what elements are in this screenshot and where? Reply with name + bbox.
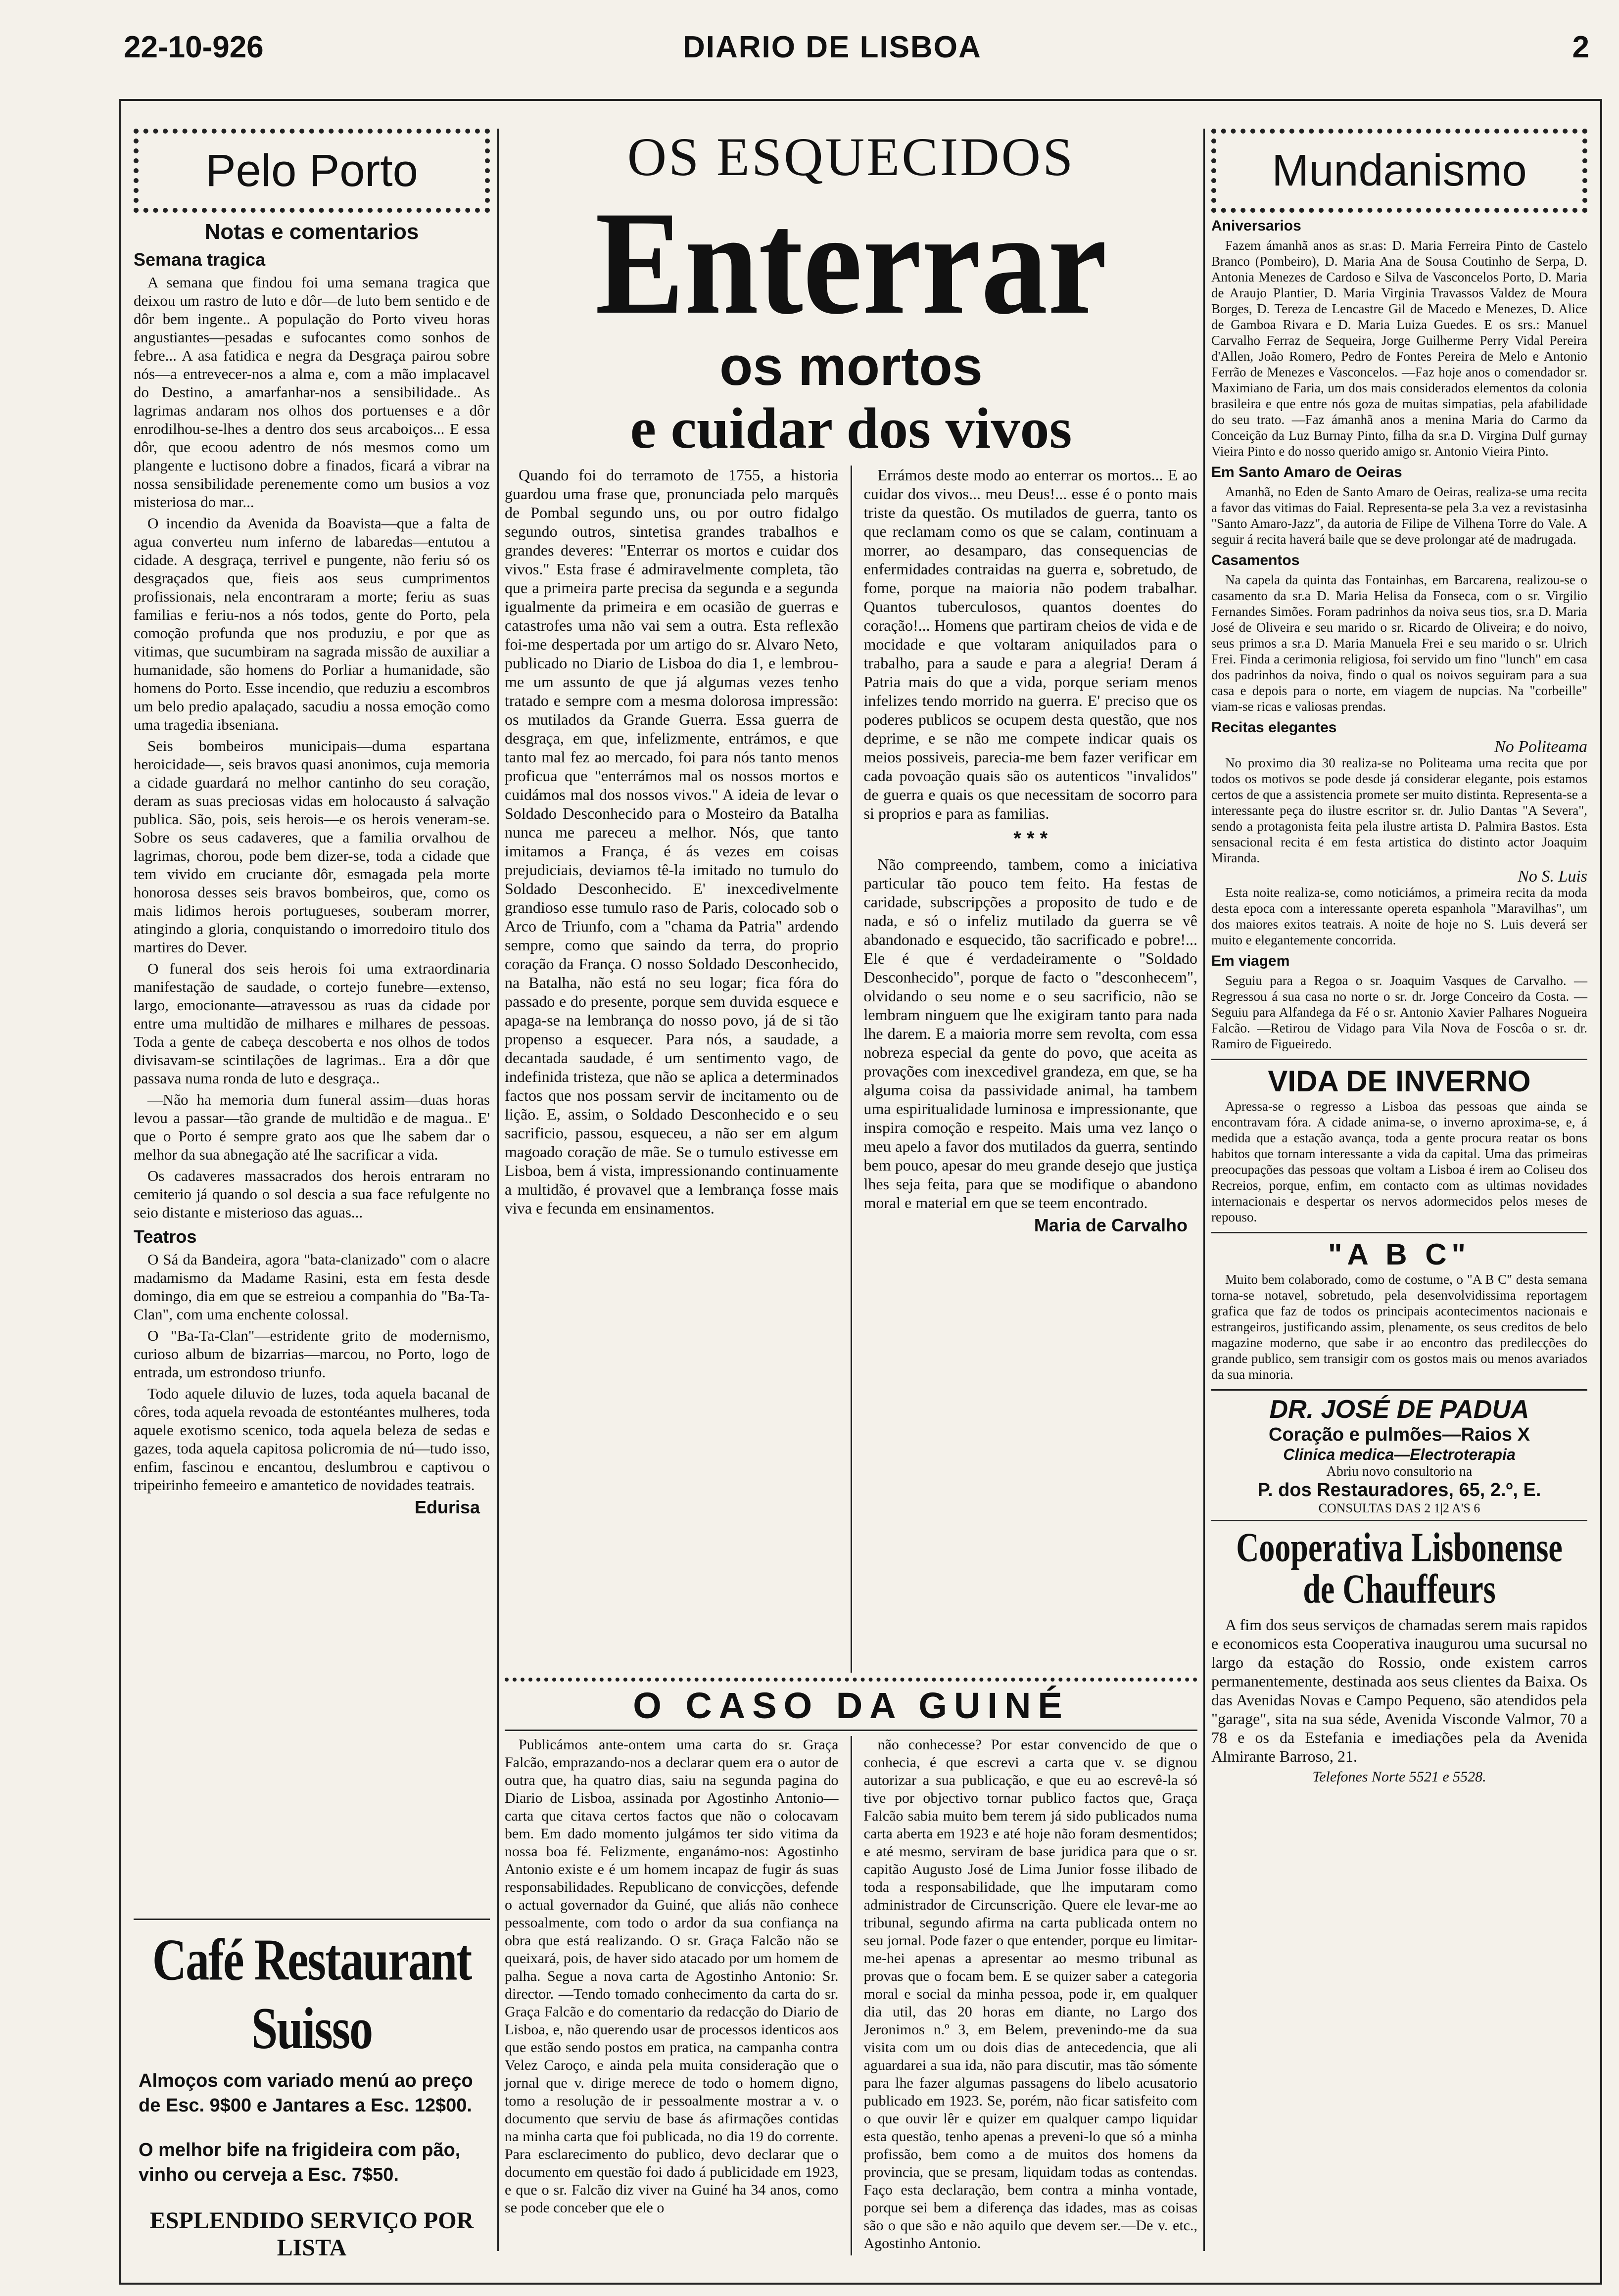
paragraph: O incendio da Avenida da Boavista—que a falta de agua converteu num inferno de labaredas—entutou a cidade. A desgraça, terrivel e pungente, não feriu só os desgraçados que, fieis aos seus cumprimentos profissionais, nela encontraram a morte; feriu as suas familias e feriu-nos a nós todos, gente do Porto, pela comoção profunda que nos produziu, e por que as vitimas, que sucumbiram na sagrada missão de auxiliar a humanidade, são homens do Porliar a humanidade, são homens do Porto. Esse incendio, que reduziu a escombros um belo predio apalaçado, sacudiu a nossa emoção como uma tragedia ibseniana. <box>134 515 490 733</box>
inverno-section <box>1211 1059 1587 1225</box>
ad-text <box>1211 1615 1587 1766</box>
article-deck: e cuidar dos vivos <box>630 396 1072 461</box>
ad-cooperativa <box>1211 1524 1587 1785</box>
ad-title: Café Restaurant Suisso <box>152 1926 472 2062</box>
ad-title: DR. JOSÉ DE PADUA <box>1269 1395 1529 1424</box>
center-column <box>505 129 1197 2266</box>
paragraph: Esta noite realiza-se, como noticiámos, a primeira recita da moda desta epoca com a interessante opereta espanhola "Maravilhas", um dos maiores exitos teatrais. A noite de hoje no S. Luis deverá ser muito e elegantemente concorrida. <box>1211 885 1587 947</box>
ad-line: O melhor bife na frigideira com pão, vinho ou cerveja a Esc. 7$50. <box>139 2140 461 2185</box>
abc-title: "A B C" <box>1328 1238 1471 1271</box>
newspaper-title: DIARIO DE LISBOA <box>683 30 982 64</box>
paragraph: O funeral dos seis herois foi uma extraordinaria manifestação de saudade, o cortejo funebre—extenso, largo, emocionante—atravessou as ruas da cidade por entre uma multidão de milhares e milhares de pessoas. Toda a gente de cabeça descoberta e nos olhos de todos divisavam-se scintilações de lagrimas.. Era a dôr que passava numa ronda de luto e desgraça.. <box>134 960 490 1087</box>
ad-dr-padua <box>1211 1389 1587 1521</box>
subheading: Teatros <box>134 1226 197 1247</box>
paragraph: No proximo dia 30 realiza-se no Politeama uma recita que por todos os motivos se pode desde já considerar elegante, pois estamos certos de que a assistencia promete ser muito distinta. Representa-se a interessante peça do ilustre escritor sr. dr. Julio Dantas "A Severa", sendo a protagonista feita pela ilustre artista D. Palmira Bastos. Esta sensacional recita é em festa artistica do distinto actor Joaquim Miranda. <box>1211 755 1587 865</box>
paragraph: A fim dos seus serviços de chamadas serem mais rapidos e economicos esta Cooperativa inaugurou uma sucursal no largo da estação do Rossio, onde existem carros permanentemente, destinada aos seus clientes da Baixa. Os das Avenidas Novas e Campo Pequeno, são atendidos pela "garage", sita na sua séde, Avenida Visconde Valmor, 70 a 78 e os da Estefania e imediações pela da Avenida Almirante Barroso, 21. <box>1211 1616 1587 1765</box>
venue-label: No S. Luis <box>1518 867 1587 886</box>
paragraph: Seguiu para a Regoa o sr. Joaquim Vasques de Carvalho. —Regressou á sua casa no norte o sr. dr. Jorge Conceiro da Costa. —Seguiu para Alfandega da Fé o sr. Antonio Xavier Palhares Nogueira Falcão. —Retirou de Vidago para Vila Nova de Foscôa o sr. dr. Ramiro de Figueiredo. <box>1211 973 1587 1051</box>
inverno-title: VIDA DE INVERNO <box>1268 1065 1531 1098</box>
ad-phones: Telefones Norte 5521 e 5528. <box>1312 1769 1486 1785</box>
paragraph: O "Ba-Ta-Clan"—estridente grito de modernismo, curioso album de bizarrias—marcou, no Porto, logo de entrada, um estrondoso triunfo. <box>134 1327 490 1381</box>
ad-line: CONSULTAS DAS 2 1|2 A'S 6 <box>1318 1501 1480 1515</box>
paragraph: Muito bem colaborado, como de costume, o "A B C" desta semana torna-se notavel, sobretudo, pela desenvolvidissima reportagem grafica que faz de todos os principais acontecimentos nacionais e estrangeiros, justificando assim, plenamente, os seus creditos de belo magazine moderno, que sabe ir ao encontro das predilecções do grande publico, sem transigir com os gostos mais ou menos avariados da sua minoria. <box>1211 1272 1587 1382</box>
paragraph: Fazem ámanhã anos as sr.as: D. Maria Ferreira Pinto de Castelo Branco (Pombeiro), D. Maria Ana de Sousa Coutinho de Serpa, D. Antonia Menezes de Cardoso e Silva de Vasconcelos Porto, D. Maria de Araujo Plantier, D. Maria Virginia Travassos Valdez de Moura Borges, D. Tereza de Lencastre Gil de Macedo e Menezes, D. Alice de Gamboa Rivara e D. Maria Luiza Guedes. E os srs.: Manuel Carvalho Ferraz de Sequeira, Jorge Guilherme Perry Vidal Pereira d'Allen, João Romero, Pedro de Fontes Pereira de Melo e Antonio Ferrão de Menezes e Vasconcelos. —Faz hoje anos o comendador sr. Maximiano de Faria, um dos mais considerados elementos da colonia brasileira e que entre nós goza de muitas simpatias, pela afabilidade do seu trato. —Faz ámanhã anos a menina Maria do Carmo da Conceição da Luz Burnay Pinto, filha da sr.a D. Virgina Dulf gurnay Vieira Pinto e do nosso querido amigo sr. Antonio Vieira Pinto. <box>1211 238 1587 459</box>
article-column <box>505 1736 839 2255</box>
subheading: Em viagem <box>1211 953 1290 969</box>
abc-section <box>1211 1232 1587 1382</box>
column-rule <box>1203 129 1205 2251</box>
guine-header <box>505 1678 1197 1731</box>
abc-text <box>1211 1271 1587 1382</box>
inverno-text <box>1211 1098 1587 1225</box>
ad-title: de Chauffeurs <box>1303 1566 1496 1612</box>
ad-cafe-suisso <box>134 1919 490 2261</box>
column-rule <box>497 129 499 2251</box>
right-column <box>1211 129 1587 2266</box>
article-mundanismo <box>1211 218 1587 1052</box>
ad-footer: ESPLENDIDO SERVIÇO POR LISTA <box>149 2207 474 2261</box>
ad-line: Coração e pulmões—Raios X <box>1269 1424 1530 1445</box>
column-heading: Notas e comentarios <box>204 220 419 244</box>
paragraph: Errámos deste modo ao enterrar os mortos... E ao cuidar dos vivos... meu Deus!... esse é o ponto mais triste da questão. Os mutilados de guerra, tanto os que reclamam como os que se calam, continuam a morrer, ao desamparo, das consequencias de enfermidades contraidas na guerra e, sobretudo, de fome, porque na maioria não podem trabalhar. Quantos tuberculosos, quantos doentes do coração!... Homens que partiram cheios de vida e de mocidade e que voltaram aniquilados para o trabalho, para a saude e para a alegria! Deram á Patria mais do que a vida, porque seriam menos infelizes tendo morrido na guerra. E' preciso que os poderes publicos se ocupem desta questão, que nos deprime, e se não me compete indicar quais os meios possiveis, parecia-me bem fazer verificar em cada povoação quais são os autenticos "invalidos" de guerra e quais os que necessitam de socorro para si proprios e para as familias. <box>863 466 1197 822</box>
subheading: Em Santo Amaro de Oeiras <box>1211 464 1402 480</box>
section-title-mundanismo: Mundanismo <box>1211 129 1587 213</box>
paragraph: Quando foi do terramoto de 1755, a historia guardou uma frase que, pronunciada pelo marquês de Pombal segundo uns, ou por outro fidalgo segundo outros, sintetisa grandes trabalhos e grandes deveres: "Enterrar os mortos e cuidar dos vivos." Esta frase é admiravelmente completa, tão que a primeira parte precisa da segunda e a segunda igualmente da primeira e em ocasião de guerras e catastrofes uma não vai sem a outra. Esta reflexão foi-me despertada por um artigo do sr. Alvaro Neto, publicado no Diario de Lisboa do dia 1, e lembrou-me um assunto de que já algumas vezes tenho tratado e sempre com a mesma dolorosa impressão: os mutilados da Grande Guerra. Essa guerra de desgraça, em que, infelizmente, entrámos, e que tanto mal fez ao mercado, foi para nós tanto menos proficua que "enterrámos mal os nossos mortos e cuidámos mal dos nossos vivos." A ideia de levar o Soldado Desconhecido para o Mosteiro da Batalha nunca me pareceu a melhor. Nós, que tanto imitamos a França, é ás vezes em coisas prejudiciais, deviamos tê-la imitado no tumulo do Soldado Desconhecido. E' inexcedivelmente grandioso esse tumulo raso de Paris, colocado sob o Arco de Triunfo, com a "chama da Patria" ardendo sempre, como que saindo da terra, do proprio coração da França. O nosso Soldado Desconhecido, na Batalha, não está no seu logar; fica fóra do passado e do presente, porque sem duvida esquece e apaga-se na lembrança do nosso povo, já de si tão propenso a esquecer. Para nós, a saudade, a decantada saudade, é um sentimento vago, de indefinida tristeza, que não se aplica a determinados factos que nos possam servir de incitamento ou de lição. E, assim, o Soldado Desconhecido e o seu sacrificio, passou, esqueceu, a não ser em algum magoado coração de mãe. Se o tumulo estivesse em Lisboa, bem á vista, impressionando continuamente a multidão, é provavel que a lembrança fosse mais viva e fecunda em ensinamentos. <box>505 466 839 1217</box>
subheading: Recitas elegantes <box>1211 719 1337 736</box>
paragraph: Na capela da quinta das Fontainhas, em Barcarena, realizou-se o casamento da sr.a D. Maria Helisa da Fonseca, com o sr. Virgilio Fernandes Simões. Foram padrinhos da noiva seus tios, sr.a D. Maria José de Oliveira e seu marido o sr. Ricardo de Oliveira; e do noivo, seus primos a sr.a D. Maria Manuela Frei e seu marido o sr. Ulrich Frei. Finda a cerimonia religiosa, foi servido um fino "lunch" em casa dos padrinhos da noiva, findo o qual os noivos seguiram para a sua casa e depois para o norte, em viagem de nupcias. Na "corbeille" viam-se ricas e valiosas prendas. <box>1211 572 1587 714</box>
ad-address: P. dos Restauradores, 65, 2.º, E. <box>1257 1480 1541 1500</box>
article-column <box>864 1736 1198 2255</box>
column-rule <box>851 1736 852 2255</box>
paragraph: Amanhã, no Eden de Santo Amaro de Oeiras, realiza-se uma recita a favor das vitimas do Faial. Representa-se pela 3.a vez a revistasinha "Santo Amaro-Jazz", da autoria de Filipe de Vilhena Torre do Vale. A seguir á recita haverá baile que se deve prolongar até de madrugada. <box>1211 484 1587 547</box>
paragraph: Publicámos ante-ontem uma carta do sr. Graça Falcão, emprazando-nos a declarar quem era o autor de outra que, ha quatro dias, saiu na segunda pagina do Diario de Lisboa, assinada por Agostinho Antonio—carta que citava certos factos que não o colocavam bem. Em dado momento julgámos ter sido vitima da nossa boa fé. Felizmente, enganámo-nos: Agostinho Antonio existe e é um homem incapaz de fugir ás suas responsabilidades. Republicano de convicções, defende o actual governador da Guiné, que aliás não conhece pessoalmente, com todo o ardor da sua confiança na obra que está realizando. O sr. Graça Falcão não se queixará, pois, de haver sido atacado por um homem de palha. Segue a nova carta de Agostinho Antonio: Sr. director. —Tendo tomado conhecimento da carta do sr. Graça Falcão e do comentario da redacção do Diario de Lisboa, e, não querendo usar de processos identicos aos que estão sendo postos em pratica, na campanha contra Velez Caroço, e ainda pela muita consideração que o jornal que v. dirige merece de todo o homem digno, tomo a resolução de ir pessoalmente mostrar a v. o documento que serviu de base ás afirmações contidas na minha carta que foi publicada, no dia 19 do corrente. Para esclarecimento do publico, devo declarar que o documento em questão foi dado á publicidade em 1923, e que o sr. Falcão diz viver na Guiné ha 34 anos, como se pode conceber que ele o <box>505 1736 839 2216</box>
column-rule <box>851 466 852 1673</box>
subheading: Semana tragica <box>134 249 266 270</box>
paragraph: Seis bombeiros municipais—duma espartana heroicidade—, seis bravos quasi anonimos, cuja memoria a cidade guardará no melhor cantinho do seu coração, deram as suas preciosas vidas em holocausto á salvação publica. São, pois, seis herois—e os herois veneram-se. Sobre os seus cadaveres, que a familia orvalhou de lagrimas, chorou, pode bem dizer-se, toda a cidade que tem vivido em cruciante dôr, esmagada pela morte honorosa desses seis bravos bombeiros, que, como os mais lidimos herois portugueses, souberam morrer, atingindo a gloria, conquistando o imorredoiro titulo dos martires do Dever. <box>134 737 490 956</box>
article-column <box>505 466 839 1673</box>
guine-body <box>505 1736 1197 2255</box>
article-headline: Enterrar <box>595 181 1107 345</box>
paragraph: Apressa-se o regresso a Lisboa das pessoas que ainda se encontravam fóra. A cidade anima-se, o inverno aproxima-se, e, á medida que a estação avança, toda a gente procura reatar os bons habitos que tornam interessante a vida da capital. Uma das primeiras preocupações das pessoas que voltam a Lisboa é irem ao Coliseu dos Recreios, porque, enfim, em contacto com as ultimas novidades internacionais e despertar os nervos adormecidos pelos meses de repouso. <box>1211 1099 1587 1224</box>
author-signature: Edurisa <box>414 1497 480 1517</box>
paragraph: Não compreendo, tambem, como a iniciativa particular tão pouco tem feito. Ha festas de caridade, subscripções a proposito de tudo e de nada, e só o infeliz mutilado da guerra se vê abandonado e esquecido, tão sacrificado e pobre!... Ele é que é verdadeiramente o "Soldado Desconhecido", porque de facto o "desconhecem", olvidando o seu nome e o seu sacrificio, não se lembram ninguem que lhe exigiram tanto para nada lhe darem. E a maioria morre sem revolta, com essa nobreza especial da gente do povo, que aceita as provações com inexcedivel grandeza, em que, se ha alguma coisa da passividade animal, ha tambem uma espiritualidade luminosa e impressionante, que inspira comoção e respeito. Mais uma vez lanço o meu apelo a favor dos mutilados da guerra, sentindo bem pouco, apesar do meu grande desejo que justiça lhes seja feita, para que se modifique o abandono moral e material em que se teem encontrado. <box>863 855 1197 1212</box>
paragraph: O Sá da Bandeira, agora "bata-clanizado" com o alacre madamismo da Madame Rasini, esta em festa desde domingo, dia em que se estreiou a companhia do "Ba-Ta-Clan", com uma enchente colossal. <box>134 1251 490 1323</box>
section-divider: * * * <box>1013 828 1048 849</box>
author-signature: Maria de Carvalho <box>1034 1215 1188 1235</box>
section-title-pelo-porto: Pelo Porto <box>134 129 490 213</box>
paragraph: Os cadaveres massacrados dos herois entraram no cemiterio já quando o sol descia a sua face refulgente no seio distante e misterioso das aguas... <box>134 1167 490 1221</box>
article-deck: os mortos <box>719 336 983 397</box>
article-kicker: OS ESQUECIDOS <box>627 127 1075 187</box>
venue-label: No Politeama <box>1494 738 1587 756</box>
paragraph: —Não ha memoria dum funeral assim—duas horas levou a passar—tão grande de multidão e de magua.. E' que o Porto é sempre grato aos que lhe sabem dar o melhor da sua abnegação até lhe sacrificar a vida. <box>134 1091 490 1163</box>
ad-line: Clinica medica—Electroterapia <box>1283 1446 1516 1463</box>
left-column <box>134 129 490 2266</box>
subheading: Aniversarios <box>1211 218 1301 234</box>
page-number: 2 <box>1572 30 1589 64</box>
ad-line: Abriu novo consultorio na <box>1326 1464 1473 1479</box>
subheading: Casamentos <box>1211 552 1300 568</box>
article-pelo-porto <box>134 249 490 1518</box>
paragraph: Todo aquele diluvio de luzes, toda aquela bacanal de côres, toda aquela revoada de estontéantes mulheres, toda aquele exotismo scenico, toda aquela beleza de sedas e gazes, toda aquela capitosa policromia de nú—tudo isso, enfim, fascinou e encantou, deslumbrou e captivou o tripeirinho femeeiro e amantetico de novidades teatrais. <box>134 1385 490 1494</box>
guine-title: O CASO DA GUINÉ <box>633 1685 1069 1726</box>
ad-title: Cooperativa Lisbonense <box>1236 1524 1563 1570</box>
article-body <box>505 466 1197 1673</box>
paragraph: não conhecesse? Por estar convencido de que o conhecia, é que escrevi a carta que v. se dignou autorizar a sua publicação, e que eu ao escrevê-la só tive por objectivo tornar publico factos que, Graça Falcão sabia muito bem terem já sido publicados numa carta aberta em 1923 e até hoje não foram desmentidos; e até mesmo, serviram de base juridica para que o sr. capitão Augusto José de Lima Junior fosse ilibado de toda a responsabilidade, que lhe imputaram como administrador de Circunscrição. Quere ele levar-me ao tribunal, segundo afirma na carta publicada ontem no seu jornal. Pode fazer o que entender, porque eu limitar-me-hei apenas a apresentar ao mesmo tribunal as provas que o focam bem. E se quizer saber a categoria moral e social da minha pessoa, pode ir, em qualquer dia util, das 20 horas em diante, no Largo dos Jeronimos n.º 3, em Belem, prevenindo-me da sua visita com um ou dois dias de antecedencia, que ali aguardarei a sua ida, não para discutir, mas tão sómente para lhe fazer algumas passagens do libelo acusatorio publicado em 1923. Se, porém, não ficar satisfeito com o que ouvir lêr e quizer em qualquer campo liquidar esta questão, tenho apenas a preveni-lo que só a minha profissão, bem como a de muitos dos homens da provincia, que se presam, liquidam todas as contendas. Faço esta declaração, bem contra a minha vontade, porque sei bem a diferença das idades, mas as coisas são o que são e não aquilo que devem ser.—De v. etc., Agostinho Antonio. <box>863 1736 1197 2251</box>
paragraph: A semana que findou foi uma semana tragica que deixou um rastro de luto e dôr—de luto bem sentido e de dôr bem ingente.. A população do Porto viveu horas angustiantes—pesadas e sufocantes como sonhos de febre... A asa fatidica e negra da Desgraça pairou sobre nós—a entrevecer-nos a alma e, com a mão implacavel do Destino, a amarfanhar-nos a sensibilidade.. As lagrimas andaram nos olhos dos portuenses e a dôr enrodilhou-se-lhes a dentro dos seus arcaboiços... E essa dôr, que ecoou adentro de nós mesmos como um plangente e luctisono dobre a finados, ficará a vibrar na nossa sensibilidade perenemente como um busios a voz misteriosa do mar... <box>134 274 490 511</box>
issue-date: 22-10-926 <box>124 30 264 64</box>
article-column <box>864 466 1198 1673</box>
ad-line: Almoços com variado menú ao preço de Esc. 9$00 e Jantares a Esc. 12$00. <box>139 2070 473 2116</box>
page-header <box>0 20 1619 74</box>
